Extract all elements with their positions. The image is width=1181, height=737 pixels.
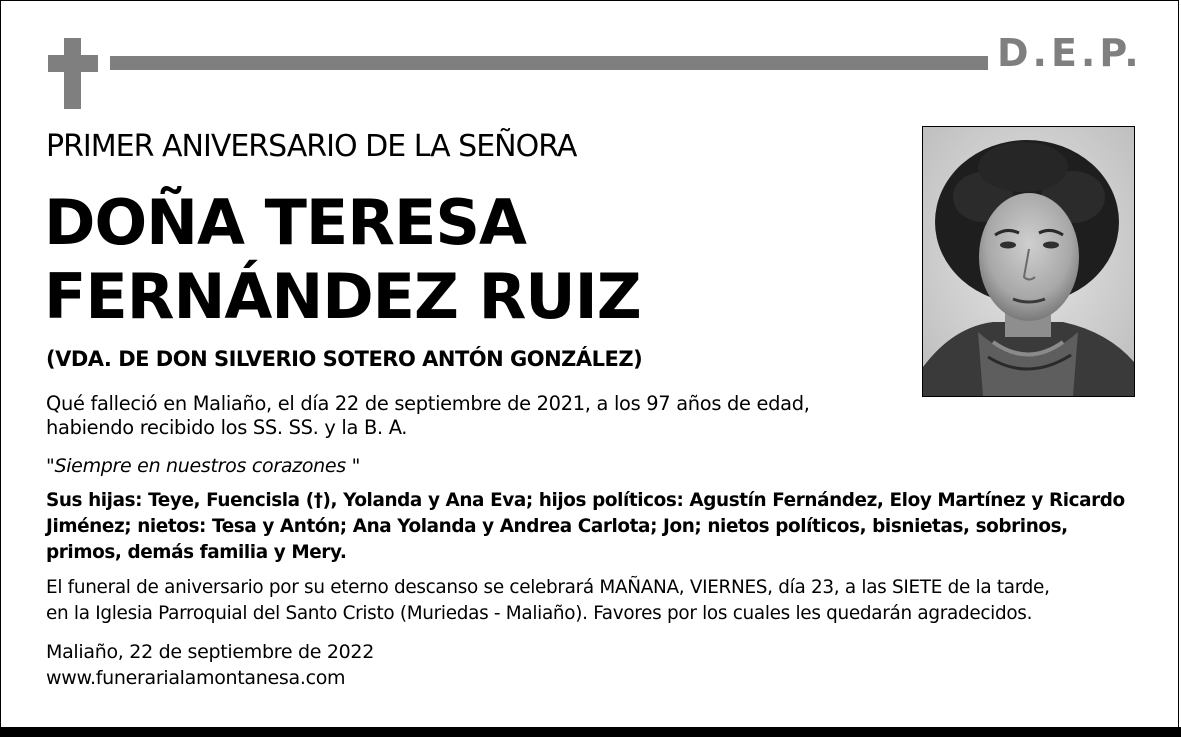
dep-label: D.E.P. [997,31,1143,75]
family-line3: primos, demás familia y Mery. [46,542,347,563]
funeral-line2: en la Iglesia Parroquial del Santo Cristo (Muriedas - Maliaño). Favores por los cuales les quedarán agradecidos. [46,603,1033,624]
death-details [46,392,810,440]
memorial-quote: "Siempre en nuestros corazones " [46,455,361,477]
portrait-illustration [923,127,1134,396]
cross-icon [48,38,98,109]
place-date: Maliaño, 22 de septiembre de 2022 [46,641,374,663]
website-link[interactable]: www.funerarialamontanesa.com [46,667,346,689]
family-line2: Jiménez; nietos: Tesa y Antón; Ana Yolanda y Andrea Carlota; Jon; nietos políticos, bisnietas, sobrinos, [46,516,1068,537]
funeral-details [46,575,1146,627]
notice-subtitle: PRIMER ANIVERSARIO DE LA SEÑORA [46,129,577,164]
portrait-photo [922,126,1135,397]
death-details-line2: habiendo recibido los SS. SS. y la B. A. [46,416,408,439]
bottom-bar [0,727,1181,737]
family-line1: Sus hijas: Teye, Fuencisla (†), Yolanda y Ana Eva; hijos políticos: Agustín Fernández, Eloy Martínez y Ricardo [46,490,1125,511]
family-list [46,488,1136,566]
death-details-line1: Qué falleció en Maliaño, el día 22 de septiembre de 2021, a los 97 años de edad, [46,392,810,415]
widow-of: (VDA. DE DON SILVERIO SOTERO ANTÓN GONZÁLEZ) [46,347,643,371]
header-rule [110,56,988,70]
deceased-name-line1: DOÑA TERESA [44,186,527,259]
deceased-name-line2: FERNÁNDEZ RUIZ [44,260,641,333]
funeral-line1: El funeral de aniversario por su eterno descanso se celebrará MAÑANA, VIERNES, día 23, a las SIETE de la tarde, [46,577,1050,598]
